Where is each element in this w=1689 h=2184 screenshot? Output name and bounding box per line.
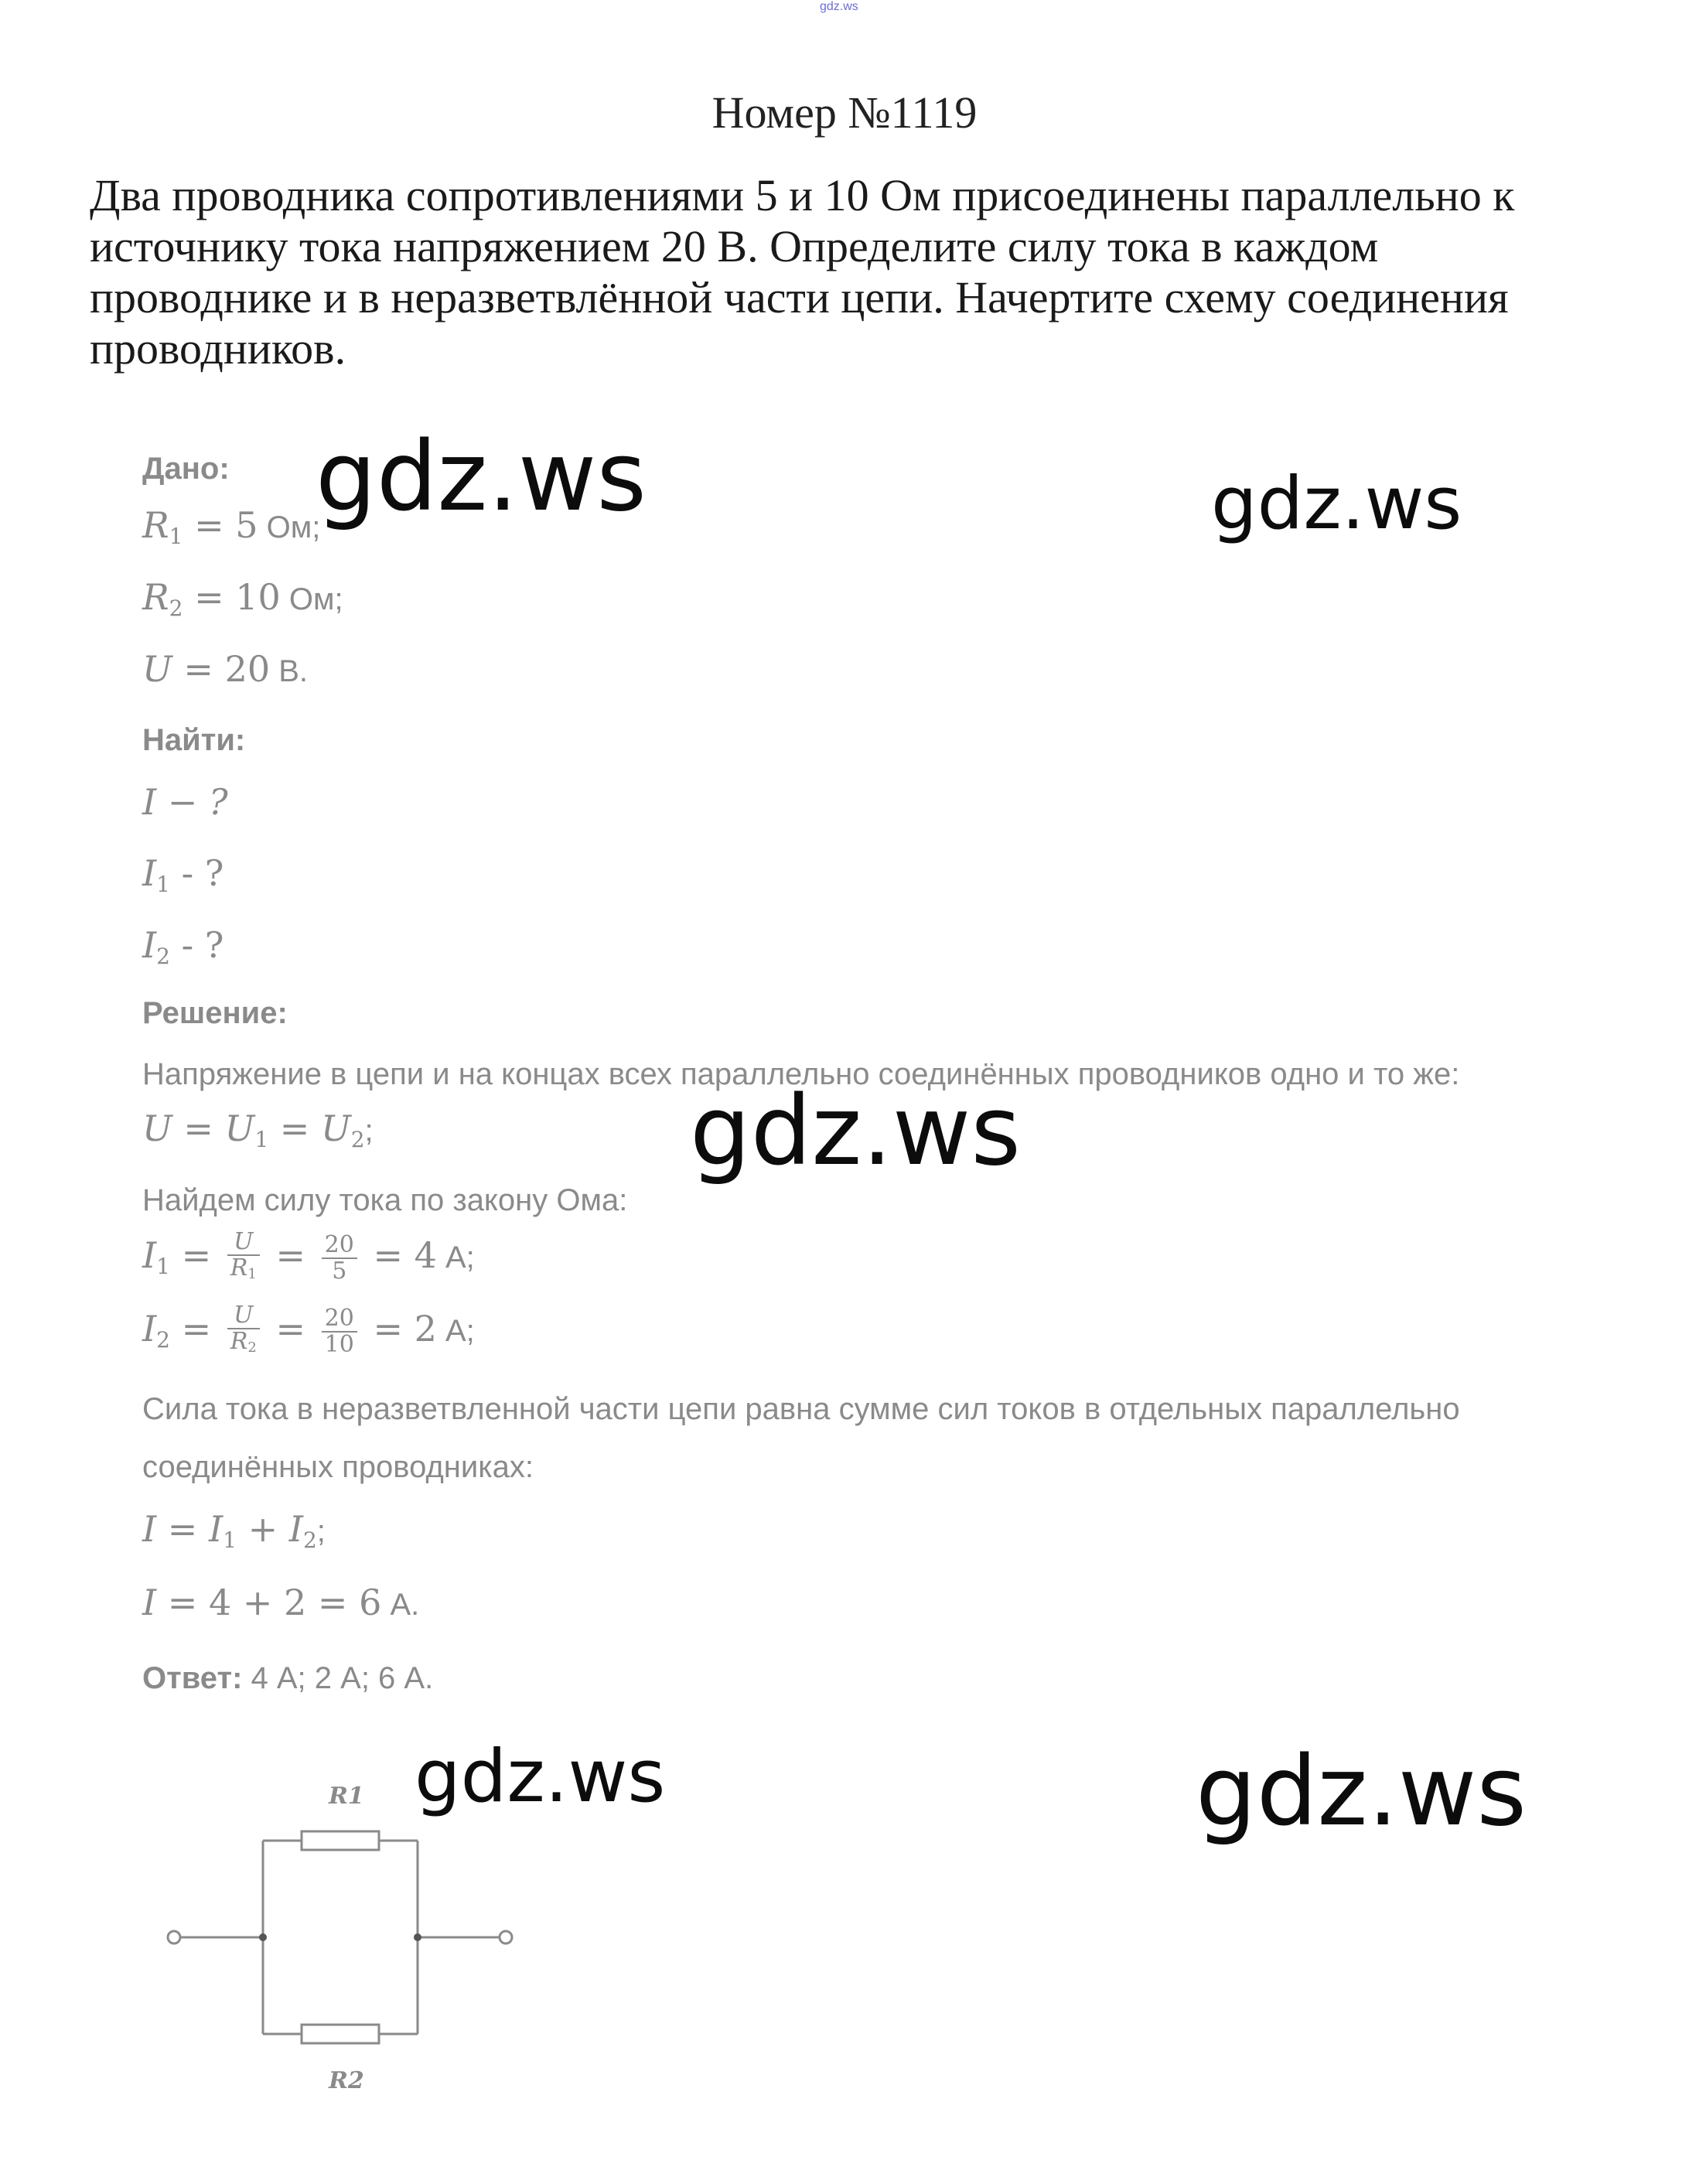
find-i1: $I_1$ - ? bbox=[142, 852, 224, 897]
solution-text-ohm: Найдем силу тока по закону Ома: bbox=[142, 1183, 628, 1217]
given-u: U = 20 В. bbox=[142, 648, 309, 690]
watermark: gdz.ws bbox=[1211, 462, 1462, 546]
equation-sum: $I = I_1 + I_2$; bbox=[142, 1508, 326, 1553]
watermark: gdz.ws bbox=[415, 1735, 666, 1819]
fraction: $\frac{20}{10}$ bbox=[322, 1306, 357, 1357]
problem-line: Два проводника сопротивлениями 5 и 10 Ом присоединены параллельно к bbox=[90, 170, 1515, 220]
page-title: Номер №1119 bbox=[711, 87, 978, 138]
r2-label: R2 bbox=[329, 2067, 364, 2094]
equation-i2: $I_2$ = $\frac{U}{R_2}$ = $\frac{20}{10}$ = 2 А; bbox=[142, 1303, 475, 1360]
problem-line: источнику тока напряжением 20 В. Определите силу тока в каждом bbox=[90, 221, 1379, 271]
fraction: $\frac{U}{R_1}$ bbox=[227, 1230, 260, 1287]
problem-statement bbox=[90, 170, 1621, 374]
answer bbox=[142, 1661, 433, 1696]
answer-label: Ответ: bbox=[142, 1661, 243, 1695]
watermark: gdz.ws bbox=[316, 421, 647, 533]
solution-text-sum-2: соединённых проводниках: bbox=[142, 1450, 534, 1484]
problem-line: проводников. bbox=[90, 323, 346, 374]
r1-label: R1 bbox=[329, 1783, 364, 1810]
solution-text-voltage: Напряжение в цепи и на концах всех параллельно соединённых проводников одно и то же: bbox=[142, 1057, 1460, 1091]
fraction: $\frac{20}{5}$ bbox=[322, 1233, 357, 1284]
find-label: Найти: bbox=[142, 723, 246, 757]
given-r2: $R_2 = 10$ Ом; bbox=[142, 576, 343, 621]
equation-total: I = 4 + 2 = 6 А. bbox=[142, 1582, 420, 1623]
equation-voltage: $U = U_1 = U_2$; bbox=[142, 1107, 374, 1152]
terminal-left bbox=[168, 1931, 180, 1943]
find-i: I − ? bbox=[142, 781, 228, 823]
given-r1: $R_1 = 5$ Ом; bbox=[142, 504, 321, 549]
find-i2: $I_2$ - ? bbox=[142, 924, 224, 969]
resistor-r1 bbox=[302, 1831, 379, 1850]
node-right bbox=[414, 1933, 421, 1941]
problem-line: проводнике и в неразветвлённой части цепи. Начертите схему соединения bbox=[90, 272, 1509, 322]
given-label: Дано: bbox=[142, 452, 230, 486]
equation-i1: $I_1$ = $\frac{U}{R_1}$ = $\frac{20}{5}$ = 4 А; bbox=[142, 1230, 475, 1287]
answer-value: 4 А; 2 А; 6 А. bbox=[242, 1661, 434, 1695]
resistor-r2 bbox=[302, 2025, 379, 2043]
solution-label: Решение: bbox=[142, 996, 288, 1030]
watermark: gdz.ws bbox=[690, 1076, 1021, 1187]
solution-text-sum-1: Сила тока в неразветвленной части цепи равна сумме сил токов в отдельных параллельно bbox=[142, 1392, 1460, 1426]
terminal-right bbox=[500, 1931, 512, 1943]
watermark: gdz.ws bbox=[1196, 1736, 1527, 1848]
top-watermark: gdz.ws bbox=[820, 0, 858, 13]
fraction: $\frac{U}{R_2}$ bbox=[227, 1303, 260, 1360]
node-left bbox=[259, 1933, 267, 1941]
